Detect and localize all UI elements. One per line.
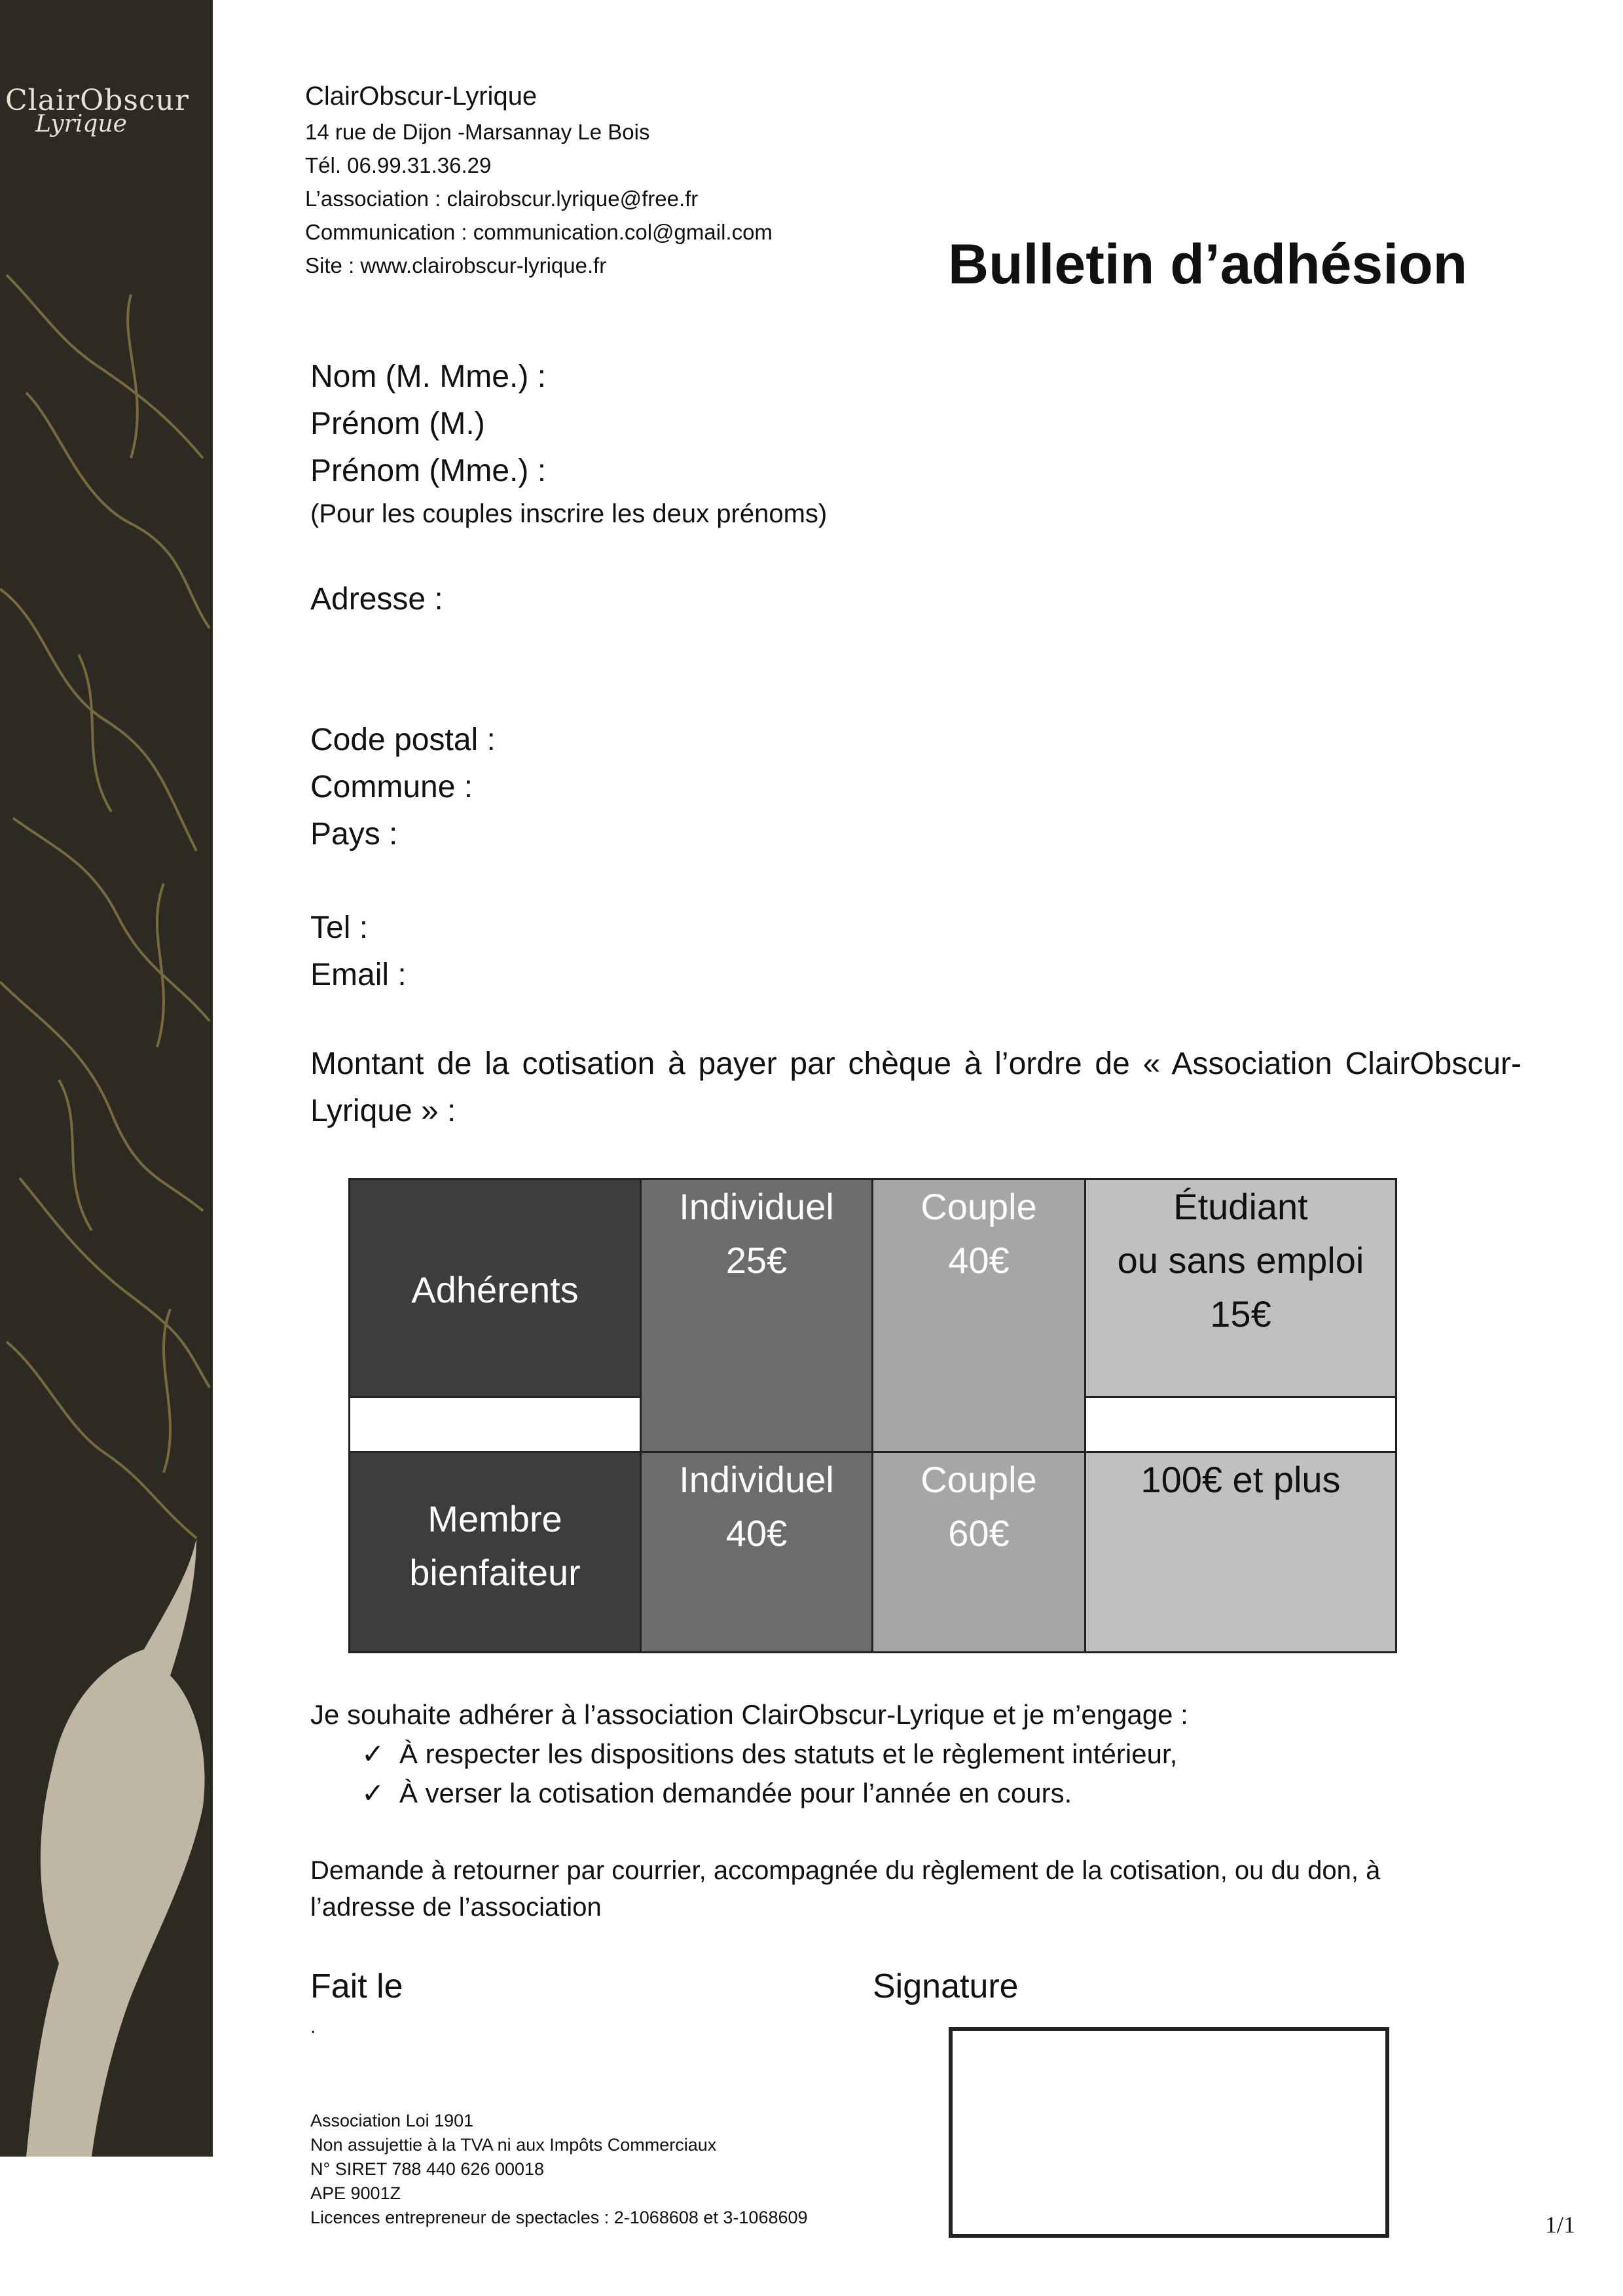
fait-le-label: Fait le: [310, 1967, 403, 2005]
etudiant-cell: Étudiant ou sans emploi 15€: [1084, 1178, 1397, 1398]
field-prenom-m: Prénom (M.): [310, 406, 485, 441]
org-website: Site : www.clairobscur-lyrique.fr: [305, 253, 607, 278]
decorative-banner: [0, 0, 213, 2157]
field-tel: Tel :: [310, 910, 369, 945]
bienfaiteur-cell: Membre bienfaiteur: [348, 1451, 642, 1653]
crackle-texture: [0, 0, 213, 2157]
adherent-couple-cell: Couple 40€: [871, 1178, 1086, 1453]
org-name: ClairObscur-Lyrique: [305, 82, 538, 111]
field-adresse: Adresse :: [310, 582, 443, 617]
couples-note: (Pour les couples inscrire les deux prénoms): [310, 499, 828, 528]
adherent-individuel-cell: Individuel 25€: [640, 1178, 873, 1453]
field-pays: Pays :: [310, 817, 398, 852]
field-prenom-mme: Prénom (Mme.) :: [310, 454, 547, 488]
commitment-item: ✓ À verser la cotisation demandée pour l’année en cours.: [361, 1774, 1072, 1813]
fait-le-dot: .: [310, 2016, 316, 2037]
check-icon: ✓: [361, 1738, 385, 1770]
spacer-cell-right: [1084, 1396, 1397, 1453]
org-contact-block: [305, 77, 773, 282]
bienfaiteur-couple-cell: Couple 60€: [871, 1451, 1086, 1653]
page-number: 1/1: [1545, 2212, 1576, 2238]
adherents-cell: Adhérents: [348, 1178, 642, 1398]
legal-line: N° SIRET 788 440 626 00018: [310, 2159, 545, 2179]
org-phone: Tél. 06.99.31.36.29: [305, 153, 492, 177]
return-instructions: Demande à retourner par courrier, accompagnée du règlement de la cotisation, ou du don, à l’adresse de l’association: [310, 1856, 1381, 1922]
legal-line: Licences entrepreneur de spectacles : 2-1068608 et 3-1068609: [310, 2208, 808, 2227]
field-commune: Commune :: [310, 770, 473, 804]
communication-email: Communication : communication.col@gmail.com: [305, 220, 773, 244]
bienfaiteur-plus-cell: 100€ et plus: [1084, 1451, 1397, 1653]
field-nom: Nom (M. Mme.) :: [310, 359, 546, 394]
legal-line: Non assujettie à la TVA ni aux Impôts Commerciaux: [310, 2135, 717, 2155]
field-email: Email :: [310, 958, 407, 992]
bienfaiteur-individuel-cell: Individuel 40€: [640, 1451, 873, 1653]
commitment-intro: Je souhaite adhérer à l’association ClairObscur-Lyrique et je m’engage :: [310, 1699, 1188, 1730]
fees-table: [348, 1178, 1397, 1653]
document-title: Bulletin d’adhésion: [948, 233, 1468, 296]
amount-instructions: Montant de la cotisation à payer par chèque à l’ordre de « Association ClairObscur-Lyrique » :: [310, 1047, 1522, 1128]
signature-box[interactable]: [949, 2027, 1389, 2238]
org-address: 14 rue de Dijon -Marsannay Le Bois: [305, 120, 650, 144]
commitment-item: ✓ À respecter les dispositions des statuts et le règlement intérieur,: [361, 1734, 1177, 1774]
legal-line: APE 9001Z: [310, 2183, 401, 2203]
signature-label: Signature: [873, 1967, 1019, 2005]
check-icon: ✓: [361, 1777, 385, 1809]
legal-line: Association Loi 1901: [310, 2111, 474, 2130]
logo: ClairObscur Lyrique: [5, 84, 189, 137]
field-code-postal: Code postal :: [310, 723, 496, 757]
spacer-cell-left: [348, 1396, 642, 1453]
org-email: L’association : clairobscur.lyrique@free.fr: [305, 187, 699, 211]
